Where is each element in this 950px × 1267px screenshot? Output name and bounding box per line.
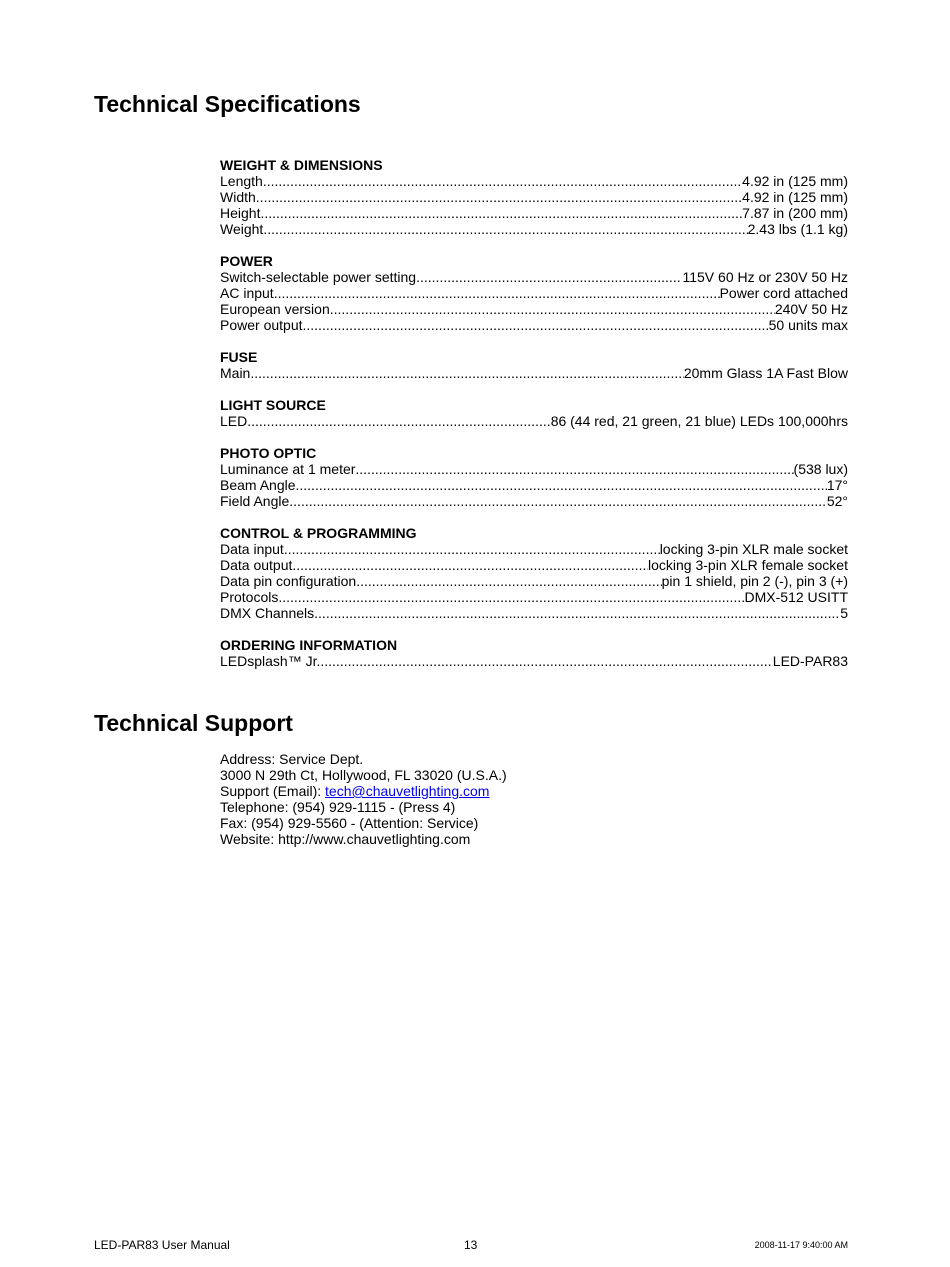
spec-label: European version bbox=[220, 301, 330, 317]
spec-row bbox=[220, 589, 848, 605]
dot-leader bbox=[356, 573, 661, 589]
spec-value: locking 3-pin XLR female socket bbox=[648, 557, 848, 573]
spec-label: Beam Angle bbox=[220, 477, 296, 493]
spec-section-heading: CONTROL & PROGRAMMING bbox=[220, 525, 417, 541]
spec-row bbox=[220, 189, 848, 205]
spec-row bbox=[220, 605, 848, 621]
spec-label: Data pin configuration bbox=[220, 573, 357, 589]
spec-value: 2.43 lbs (1.1 kg) bbox=[747, 221, 848, 237]
spec-label: Protocols bbox=[220, 589, 279, 605]
spec-label: Height bbox=[220, 205, 261, 221]
support-contact-block bbox=[220, 751, 507, 847]
spec-section bbox=[220, 253, 848, 333]
spec-label: Weight bbox=[220, 221, 264, 237]
support-email-label: Support (Email): bbox=[220, 783, 326, 799]
support-title: Technical Support bbox=[94, 710, 293, 736]
spec-section-heading: FUSE bbox=[220, 349, 258, 365]
spec-section bbox=[220, 157, 848, 237]
dot-leader bbox=[256, 189, 742, 205]
spec-row bbox=[220, 477, 848, 493]
footer-page-number: 13 bbox=[464, 1238, 478, 1252]
footer-manual-title: LED-PAR83 User Manual bbox=[94, 1238, 230, 1252]
dot-leader bbox=[355, 461, 793, 477]
spec-row bbox=[220, 317, 848, 333]
spec-row bbox=[220, 461, 848, 477]
dot-leader bbox=[296, 477, 827, 493]
dot-leader bbox=[250, 365, 683, 381]
spec-value: 4.92 in (125 mm) bbox=[742, 189, 848, 205]
support-fax: Fax: (954) 929-5560 - (Attention: Service) bbox=[220, 815, 479, 831]
spec-label: Power output bbox=[220, 317, 303, 333]
spec-row bbox=[220, 285, 848, 301]
support-email-link[interactable]: tech@chauvetlighting.com bbox=[325, 783, 490, 799]
dot-leader bbox=[303, 317, 769, 333]
spec-label: LED bbox=[220, 413, 248, 429]
spec-row bbox=[220, 365, 848, 381]
spec-row bbox=[220, 653, 848, 669]
spec-section-heading: POWER bbox=[220, 253, 273, 269]
spec-row bbox=[220, 541, 848, 557]
spec-label: Main bbox=[220, 365, 251, 381]
spec-value: (538 lux) bbox=[793, 461, 848, 477]
dot-leader bbox=[416, 269, 682, 285]
spec-value: 86 (44 red, 21 green, 21 blue) LEDs 100,000hrs bbox=[550, 413, 848, 429]
spec-label: Data output bbox=[220, 557, 293, 573]
spec-section bbox=[220, 445, 848, 509]
spec-row bbox=[220, 173, 848, 189]
spec-label: Length bbox=[220, 173, 263, 189]
spec-value: DMX-512 USITT bbox=[744, 589, 848, 605]
dot-leader bbox=[284, 541, 660, 557]
spec-label: Width bbox=[220, 189, 256, 205]
spec-value: LED-PAR83 bbox=[772, 653, 848, 669]
dot-leader bbox=[260, 205, 742, 221]
dot-leader bbox=[263, 221, 747, 237]
spec-label: Switch-selectable power setting bbox=[220, 269, 417, 285]
support-website: Website: http://www.chauvetlighting.com bbox=[220, 831, 471, 847]
spec-section bbox=[220, 525, 848, 621]
dot-leader bbox=[247, 413, 550, 429]
spec-label: AC input bbox=[220, 285, 274, 301]
spec-section-heading: PHOTO OPTIC bbox=[220, 445, 317, 461]
support-telephone: Telephone: (954) 929-1115 - (Press 4) bbox=[220, 799, 456, 815]
spec-value: 20mm Glass 1A Fast Blow bbox=[683, 365, 848, 381]
spec-value: 17° bbox=[826, 477, 848, 493]
spec-section bbox=[220, 349, 848, 381]
dot-leader bbox=[320, 653, 772, 669]
support-email-line bbox=[220, 783, 507, 799]
spec-section bbox=[220, 397, 848, 429]
spec-row bbox=[220, 573, 848, 589]
spec-row bbox=[220, 557, 848, 573]
page-title: Technical Specifications bbox=[94, 91, 361, 117]
spec-row bbox=[220, 221, 848, 237]
spec-section-heading: ORDERING INFORMATION bbox=[220, 637, 398, 653]
dot-leader bbox=[274, 285, 720, 301]
spec-row bbox=[220, 413, 848, 429]
support-address: Address: Service Dept. bbox=[220, 751, 364, 767]
footer-date: 2008-11-17 9:40:00 AM bbox=[754, 1240, 848, 1250]
spec-row bbox=[220, 493, 848, 509]
dot-leader bbox=[330, 301, 775, 317]
spec-value: Power cord attached bbox=[719, 285, 848, 301]
spec-value: 7.87 in (200 mm) bbox=[742, 205, 848, 221]
spec-label: Luminance at 1 meter bbox=[220, 461, 356, 477]
spec-section-heading: LIGHT SOURCE bbox=[220, 397, 326, 413]
spec-row bbox=[220, 205, 848, 221]
spec-value: locking 3-pin XLR male socket bbox=[659, 541, 848, 557]
dot-leader bbox=[278, 589, 744, 605]
spec-value: pin 1 shield, pin 2 (-), pin 3 (+) bbox=[661, 573, 848, 589]
support-street: 3000 N 29th Ct, Hollywood, FL 33020 (U.S.A.) bbox=[220, 767, 507, 783]
specifications-list bbox=[220, 157, 848, 685]
dot-leader bbox=[314, 605, 840, 621]
spec-value: 4.92 in (125 mm) bbox=[742, 173, 848, 189]
dot-leader bbox=[263, 173, 742, 189]
spec-value: 115V 60 Hz or 230V 50 Hz bbox=[682, 269, 848, 285]
spec-value: 50 units max bbox=[768, 317, 848, 333]
spec-value: 240V 50 Hz bbox=[774, 301, 848, 317]
spec-label: Field Angle bbox=[220, 493, 290, 509]
dot-leader bbox=[289, 493, 827, 509]
spec-label: Data input bbox=[220, 541, 284, 557]
spec-value: 52° bbox=[826, 493, 848, 509]
spec-row bbox=[220, 269, 848, 285]
dot-leader bbox=[292, 557, 648, 573]
spec-section-heading: WEIGHT & DIMENSIONS bbox=[220, 157, 383, 173]
spec-value: 5 bbox=[840, 605, 848, 621]
spec-row bbox=[220, 301, 848, 317]
spec-label: LEDsplash™ Jr. bbox=[220, 653, 321, 669]
spec-label: DMX Channels bbox=[220, 605, 315, 621]
spec-section bbox=[220, 637, 848, 669]
